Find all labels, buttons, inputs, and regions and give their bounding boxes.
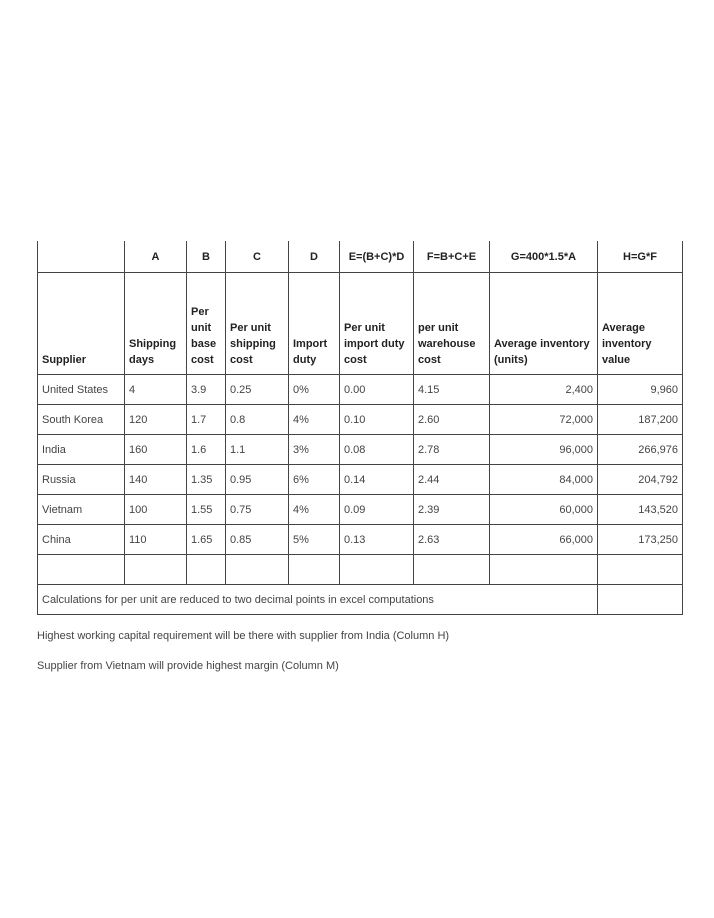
cell-import-duty: 4% <box>289 495 340 525</box>
cell-avg-inventory-value: 143,520 <box>598 495 683 525</box>
empty-cell <box>414 555 490 585</box>
column-letter-a: A <box>125 241 187 273</box>
cell-import-duty-cost: 0.13 <box>340 525 414 555</box>
cell-shipping-cost: 0.85 <box>226 525 289 555</box>
empty-cell <box>598 555 683 585</box>
cell-import-duty: 5% <box>289 525 340 555</box>
header-shipping-days: Shipping days <box>125 273 187 375</box>
cell-shipping-cost: 1.1 <box>226 435 289 465</box>
header-avg-inventory-value: Average inventory value <box>598 273 683 375</box>
cell-avg-inventory-units: 84,000 <box>490 465 598 495</box>
empty-cell <box>598 585 683 615</box>
cell-warehouse-cost: 4.15 <box>414 375 490 405</box>
cell-shipping-days: 100 <box>125 495 187 525</box>
cell-shipping-cost: 0.95 <box>226 465 289 495</box>
column-letter-blank <box>38 241 125 273</box>
cell-avg-inventory-units: 96,000 <box>490 435 598 465</box>
cell-supplier: China <box>38 525 125 555</box>
cell-shipping-days: 120 <box>125 405 187 435</box>
cell-import-duty: 4% <box>289 405 340 435</box>
header-import-duty-cost: Per unit import duty cost <box>340 273 414 375</box>
footnote-cell: Calculations for per unit are reduced to two decimal points in excel computations <box>38 585 598 615</box>
supplier-cost-table <box>37 241 683 615</box>
table-row <box>38 525 683 555</box>
header-base-cost: Per unit base cost <box>187 273 226 375</box>
cell-import-duty-cost: 0.10 <box>340 405 414 435</box>
cell-base-cost: 1.65 <box>187 525 226 555</box>
cell-supplier: Vietnam <box>38 495 125 525</box>
empty-row <box>38 555 683 585</box>
cell-avg-inventory-value: 266,976 <box>598 435 683 465</box>
table-row <box>38 435 683 465</box>
table-row <box>38 405 683 435</box>
column-letter-g: G=400*1.5*A <box>490 241 598 273</box>
cell-shipping-cost: 0.25 <box>226 375 289 405</box>
cell-avg-inventory-units: 72,000 <box>490 405 598 435</box>
footnote-row <box>38 585 683 615</box>
column-letter-c: C <box>226 241 289 273</box>
cell-shipping-days: 110 <box>125 525 187 555</box>
cell-warehouse-cost: 2.60 <box>414 405 490 435</box>
header-warehouse-cost: per unit warehouse cost <box>414 273 490 375</box>
empty-cell <box>125 555 187 585</box>
cell-warehouse-cost: 2.39 <box>414 495 490 525</box>
column-letter-f: F=B+C+E <box>414 241 490 273</box>
cell-supplier: South Korea <box>38 405 125 435</box>
cell-base-cost: 1.35 <box>187 465 226 495</box>
cell-supplier: India <box>38 435 125 465</box>
cell-base-cost: 1.7 <box>187 405 226 435</box>
table-row <box>38 495 683 525</box>
cell-import-duty: 0% <box>289 375 340 405</box>
table-row <box>38 375 683 405</box>
column-letter-row <box>38 241 683 273</box>
cell-base-cost: 1.6 <box>187 435 226 465</box>
note-highest-margin: Supplier from Vietnam will provide highest margin (Column M) <box>37 660 339 672</box>
cell-supplier: Russia <box>38 465 125 495</box>
cell-warehouse-cost: 2.78 <box>414 435 490 465</box>
cell-avg-inventory-units: 66,000 <box>490 525 598 555</box>
column-letter-h: H=G*F <box>598 241 683 273</box>
empty-cell <box>38 555 125 585</box>
cell-import-duty-cost: 0.14 <box>340 465 414 495</box>
cell-avg-inventory-value: 204,792 <box>598 465 683 495</box>
empty-cell <box>187 555 226 585</box>
cell-avg-inventory-units: 60,000 <box>490 495 598 525</box>
header-avg-inventory-units: Average inventory (units) <box>490 273 598 375</box>
header-import-duty: Import duty <box>289 273 340 375</box>
cell-base-cost: 3.9 <box>187 375 226 405</box>
empty-cell <box>289 555 340 585</box>
header-shipping-cost: Per unit shipping cost <box>226 273 289 375</box>
table-row <box>38 465 683 495</box>
cell-avg-inventory-value: 9,960 <box>598 375 683 405</box>
empty-cell <box>340 555 414 585</box>
header-row <box>38 273 683 375</box>
cell-import-duty: 6% <box>289 465 340 495</box>
note-working-capital: Highest working capital requirement will be there with supplier from India (Column H) <box>37 630 450 642</box>
cell-shipping-cost: 0.8 <box>226 405 289 435</box>
column-letter-d: D <box>289 241 340 273</box>
column-letter-b: B <box>187 241 226 273</box>
column-letter-e: E=(B+C)*D <box>340 241 414 273</box>
cell-import-duty-cost: 0.00 <box>340 375 414 405</box>
cell-avg-inventory-value: 187,200 <box>598 405 683 435</box>
cell-avg-inventory-units: 2,400 <box>490 375 598 405</box>
cell-import-duty-cost: 0.08 <box>340 435 414 465</box>
empty-cell <box>490 555 598 585</box>
cell-shipping-days: 140 <box>125 465 187 495</box>
cell-shipping-cost: 0.75 <box>226 495 289 525</box>
empty-cell <box>226 555 289 585</box>
cell-shipping-days: 160 <box>125 435 187 465</box>
cell-warehouse-cost: 2.44 <box>414 465 490 495</box>
cell-shipping-days: 4 <box>125 375 187 405</box>
cell-base-cost: 1.55 <box>187 495 226 525</box>
cell-supplier: United States <box>38 375 125 405</box>
cell-import-duty-cost: 0.09 <box>340 495 414 525</box>
cell-avg-inventory-value: 173,250 <box>598 525 683 555</box>
cell-import-duty: 3% <box>289 435 340 465</box>
header-supplier: Supplier <box>38 273 125 375</box>
cell-warehouse-cost: 2.63 <box>414 525 490 555</box>
